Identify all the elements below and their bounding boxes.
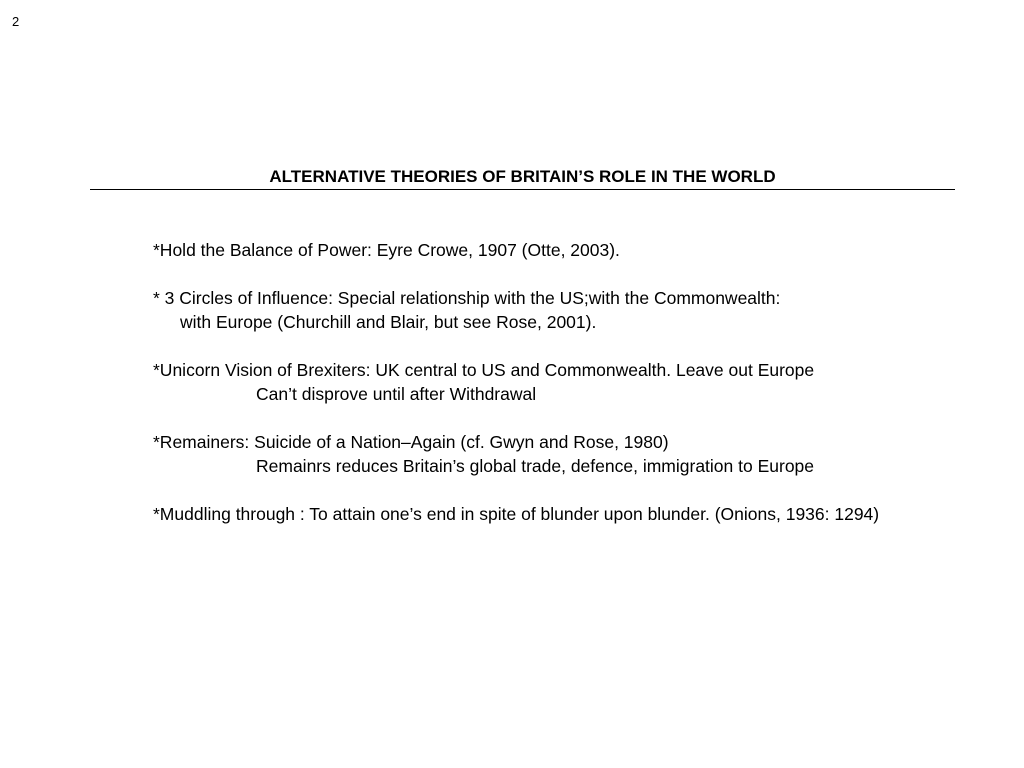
point-unicorn-vision: *Unicorn Vision of Brexiters: UK central to US and Commonwealth. Leave out Europe <box>153 360 815 380</box>
point-remainers-note: Remainrs reduces Britain’s global trade, defence, immigration to Europe <box>256 456 815 476</box>
bullet-list <box>153 238 1013 526</box>
spacer <box>153 478 1013 502</box>
point-balance-of-power: *Hold the Balance of Power: Eyre Crowe, 1907 (Otte, 2003). <box>153 240 620 260</box>
page-number: 2 <box>12 14 20 29</box>
spacer <box>153 334 1013 358</box>
spacer <box>153 262 1013 286</box>
slide-title: ALTERNATIVE THEORIES OF BRITAIN’S ROLE IN THE WORLD <box>269 167 776 186</box>
point-remainers: *Remainers: Suicide of a Nation–Again (cf. Gwyn and Rose, 1980) <box>153 432 669 452</box>
title-divider <box>90 189 955 190</box>
point-muddling-through: *Muddling through : To attain one’s end in spite of blunder upon blunder. (Onions, 1936: 1294) <box>153 504 880 524</box>
point-unicorn-vision-note: Can’t disprove until after Withdrawal <box>256 384 537 404</box>
spacer <box>153 406 1013 430</box>
point-three-circles-continued: with Europe (Churchill and Blair, but see Rose, 2001). <box>180 312 597 332</box>
point-three-circles: * 3 Circles of Influence: Special relationship with the US;with the Commonwealth: <box>153 288 781 308</box>
